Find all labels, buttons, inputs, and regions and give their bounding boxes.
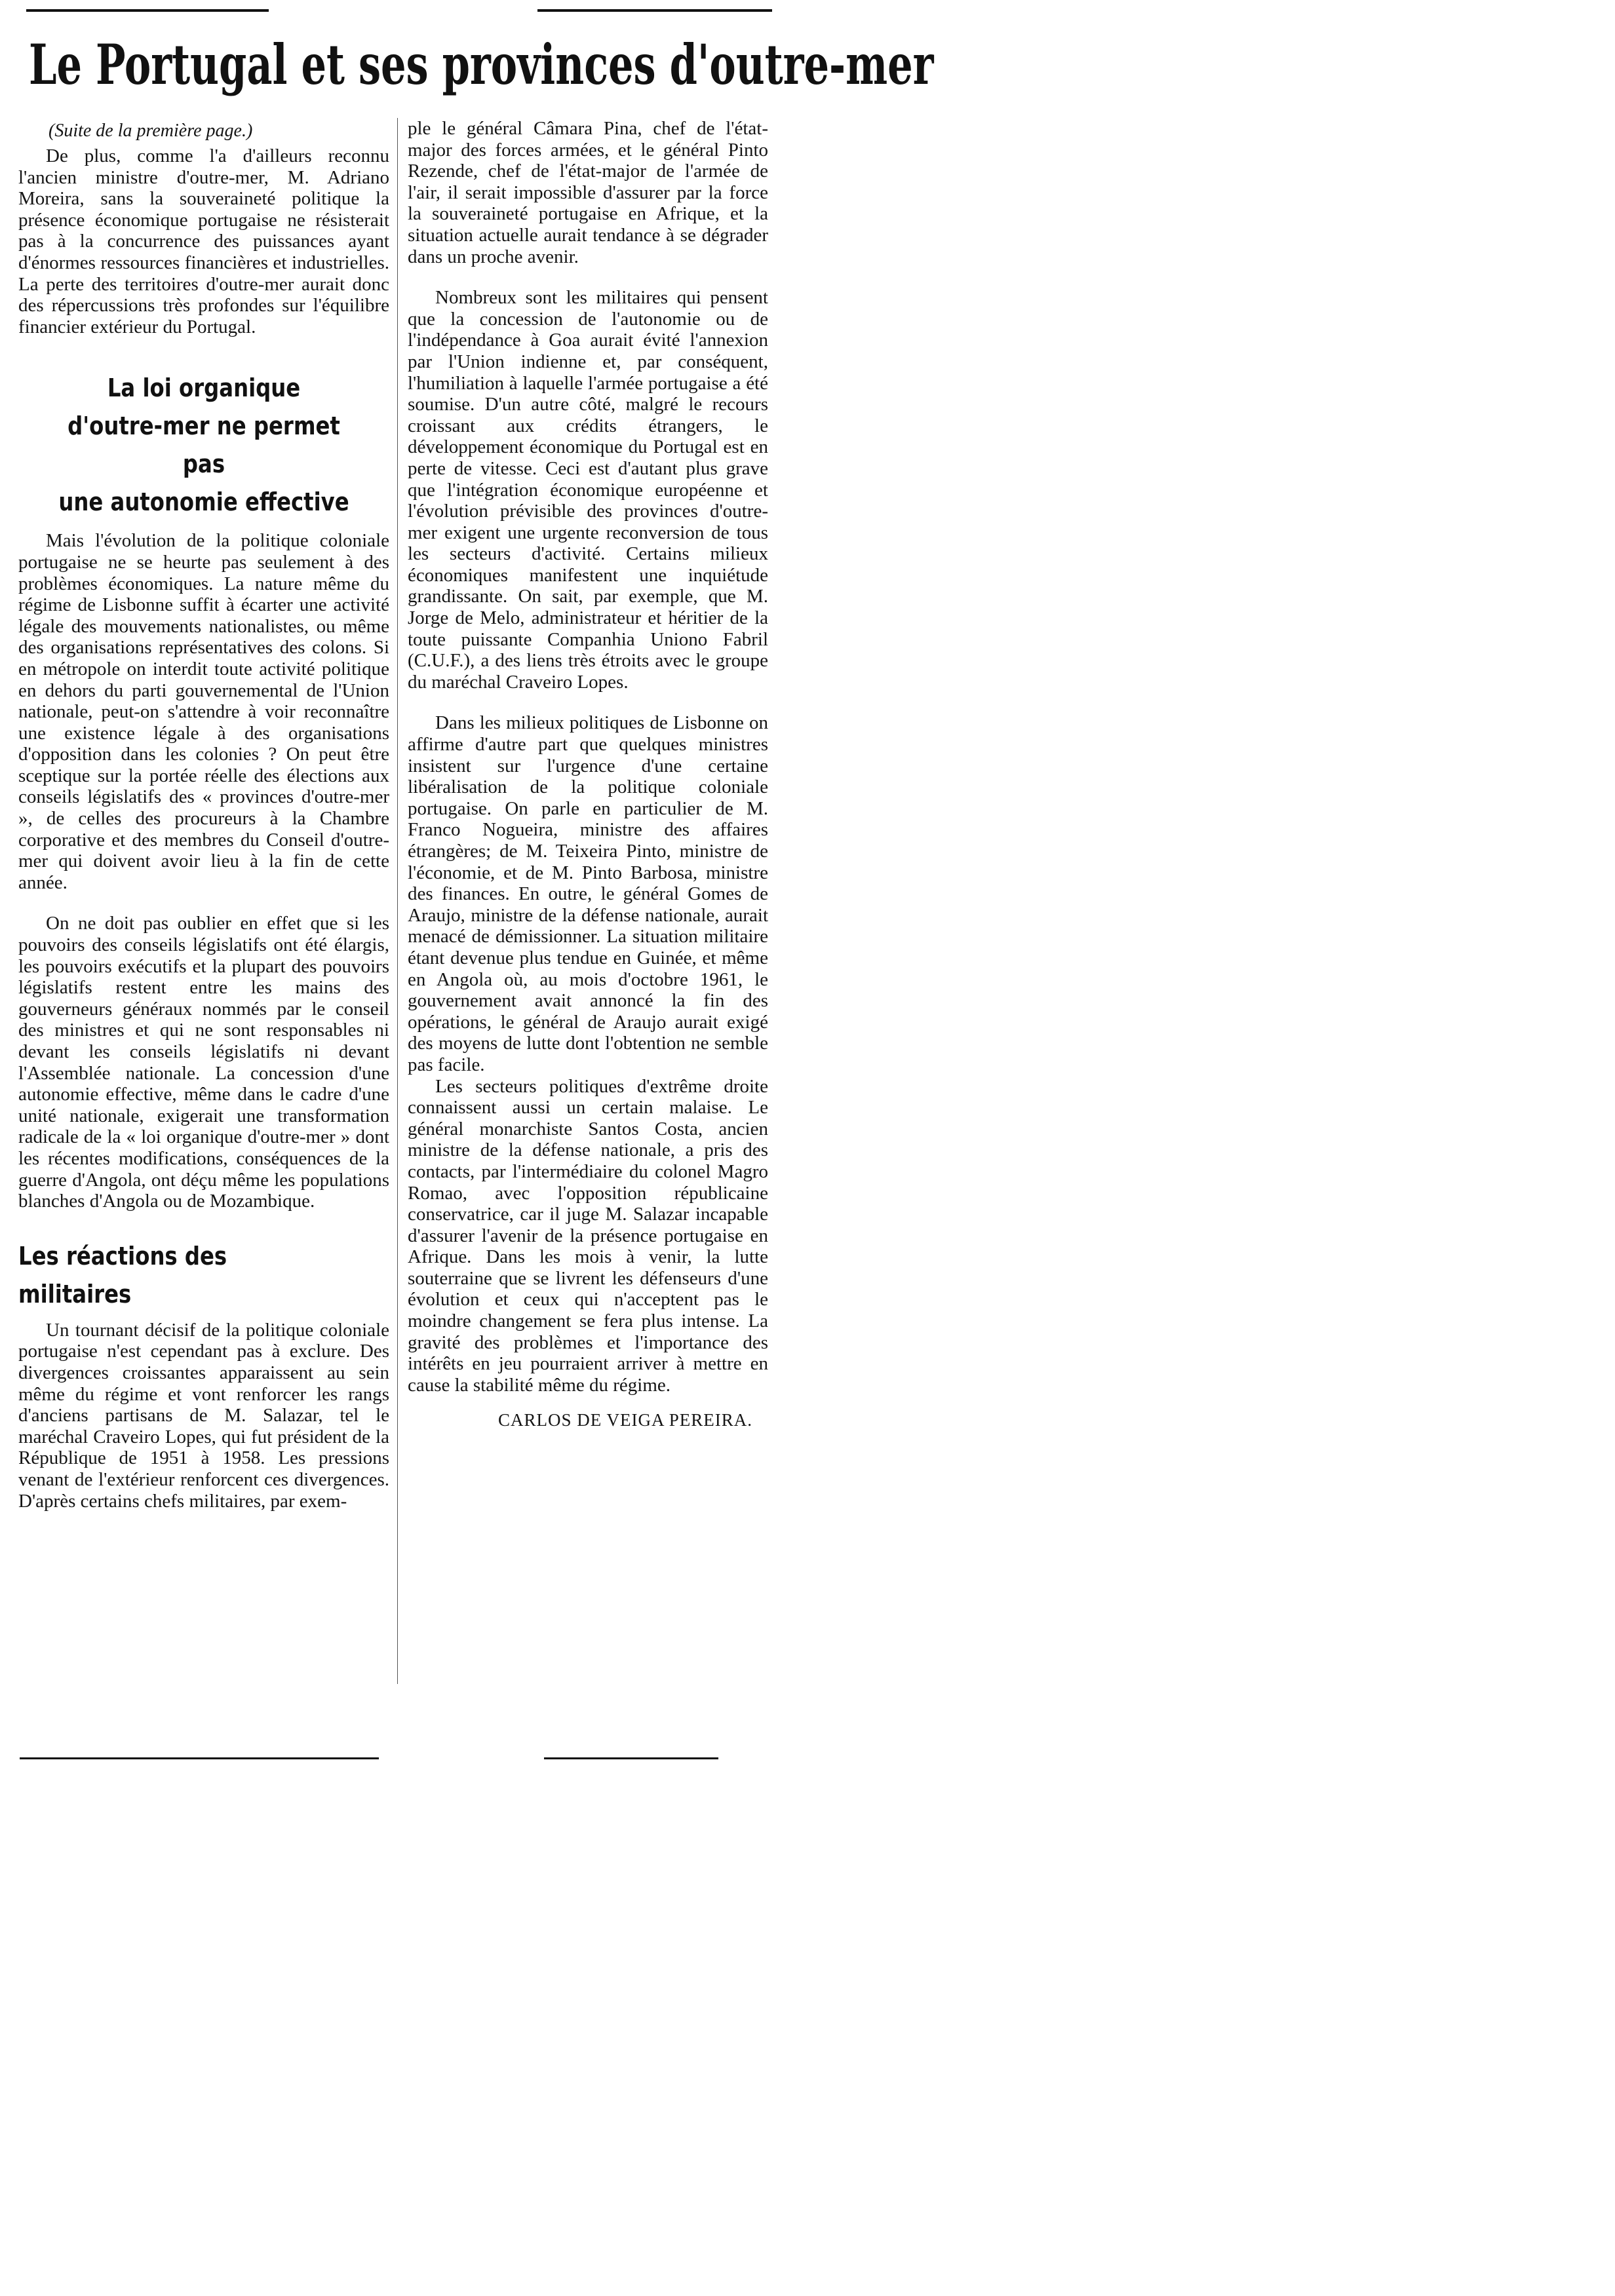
paragraph: Un tournant décisif de la politique coloniale portugaise n'est cependant pas à exclure. Des divergences croissantes apparaissent au sein même du régime et vont renforcer les rangs d'anciens partisans de M. Salazar, tel le maréchal Craveiro Lopes, qui fut président de la République de 1951 à 1958. Les pressions venant de l'extérieur renforcent ces divergences. D'après certains chefs militaires, par exem- [18,1319,389,1512]
top-rule-right [537,9,772,12]
column-divider [397,118,398,1684]
left-column [18,118,389,1512]
headline: Le Portugal et ses provinces d'outre-mer [29,32,934,97]
paragraph: Les secteurs politiques d'extrême droite connaissent aussi un certain malaise. Le général monarchiste Santos Costa, ancien ministre de la défense nationale, a pris des contacts, par l'intermédiaire du colonel Magro Romao, avec l'opposition républicaine conservatrice, car il juge M. Salazar incapable d'assurer l'avenir de la présence portugaise en Afrique. Dans les mois à venir, la lutte souterraine que se livrent les défenseurs d'une évolution et ceux qui n'acceptent pas le moindre changement se fera plus intense. La gravité des problèmes et l'importance des intérêts en jeu pourraient arriver à mettre en cause la stabilité même du régime. [408,1075,768,1396]
paragraph: Nombreux sont les militaires qui pensent que la concession de l'autonomie ou de l'indépendance à Goa aurait évité l'annexion par l'Union indienne et, par conséquent, l'humiliation à laquelle l'armée portugaise a été soumise. D'un autre côté, malgré le recours croissant aux crédits étrangers, le développement économique du Portugal est en perte de vitesse. Ceci est d'autant plus grave que l'intégration économique européenne et l'évolution prévisible des provinces d'outre-mer exigent une urgente reconversion de tous les secteurs d'activité. Certains milieux économiques manifestent une inquiétude grandissante. On sait, par exemple, que M. Jorge de Melo, administrateur et héritier de la toute puissante Companhia Uniono Fabril (C.U.F.), a des liens très étroits avec le groupe du maréchal Craveiro Lopes. [408,287,768,693]
top-rule-left [26,9,269,12]
bottom-rule-left [20,1757,379,1759]
subheading-reactions: Les réactions des militaires [18,1241,227,1309]
subheading-line: La loi organique [107,373,301,403]
right-column [408,118,768,1430]
paragraph: On ne doit pas oublier en effet que si les pouvoirs des conseils législatifs ont été élargis, les pouvoirs exécutifs et la plupart des pouvoirs législatifs restent entre les mains des gouverneurs généraux nommés par le conseil des ministres et qui ne sont responsables ni devant les conseils législatifs ni devant l'Assemblée nationale. La concession d'une autonomie effective, même dans le cadre d'une unité nationale, exigerait une transformation radicale de la « loi organique d'outre-mer » dont les récentes modifications, conséquences de la guerre d'Angola, ont déçu même les populations blanches d'Angola ou de Mozambique. [18,913,389,1212]
paragraph: ple le général Câmara Pina, chef de l'état-major des forces armées, et le général Pinto Rezende, chef de l'état-major de l'armée de l'air, il serait impossible d'assurer par la force la souveraineté portugaise en Afrique, et la situation actuelle aurait tendance à se dégrader dans un proche avenir. [408,118,768,267]
paragraph: De plus, comme l'a d'ailleurs reconnu l'ancien ministre d'outre-mer, M. Adriano Moreira, sans la souveraineté politique la présence économique portugaise ne résisterait pas à la concurrence des puissances ayant d'énormes ressources financières et industrielles. La perte des territoires d'outre-mer aurait donc des répercussions très profondes sur l'équilibre financier extérieur du Portugal. [18,145,389,337]
paragraph: Dans les milieux politiques de Lisbonne on affirme d'autre part que quelques ministres insistent sur l'urgence d'une certaine libéralisation de la politique coloniale portugaise. On parle en particulier de M. Franco Nogueira, ministre des affaires étrangères; de M. Teixeira Pinto, ministre de l'économie, et de M. Pinto Barbosa, ministre des finances. En outre, le général Gomes de Araujo, ministre de la défense nationale, aurait menacé de démissionner. La situation militaire étant devenue plus tendue en Guinée, et même en Angola où, au mois d'octobre 1961, le gouvernement avait annoncé la fin des opérations, le général de Araujo aurait exigé des moyens de lutte dont l'obtention ne semble pas facile. [408,712,768,1075]
continuation-note: (Suite de la première page.) [49,121,253,141]
subheading-line: une autonomie effective [58,488,349,517]
paragraph: Mais l'évolution de la politique coloniale portugaise ne se heurte pas seulement à des problèmes économiques. La nature même du régime de Lisbonne suffit à écarter une activité légale des mouvements nationalistes, ou même des organisations représentatives des colons. Si en métropole on interdit toute activité politique en dehors du parti gouvernemental de l'Union nationale, peut-on s'attendre à voir reconnaître une existence légale à des organisations d'opposition dans les colonies ? On peut être sceptique sur la portée réelle des élections aux conseils législatifs des « provinces d'outre-mer », de celles des procureurs à la Chambre corporative et des membres du Conseil d'outre-mer qui doivent avoir lieu à la fin de cette année. [18,530,389,893]
subheading-loi-organique [46,369,361,521]
bottom-rule-right [544,1757,718,1759]
author-signature: CARLOS DE VEIGA PEREIRA. [497,1410,752,1430]
subheading-line: d'outre-mer ne permet pas [68,411,340,479]
